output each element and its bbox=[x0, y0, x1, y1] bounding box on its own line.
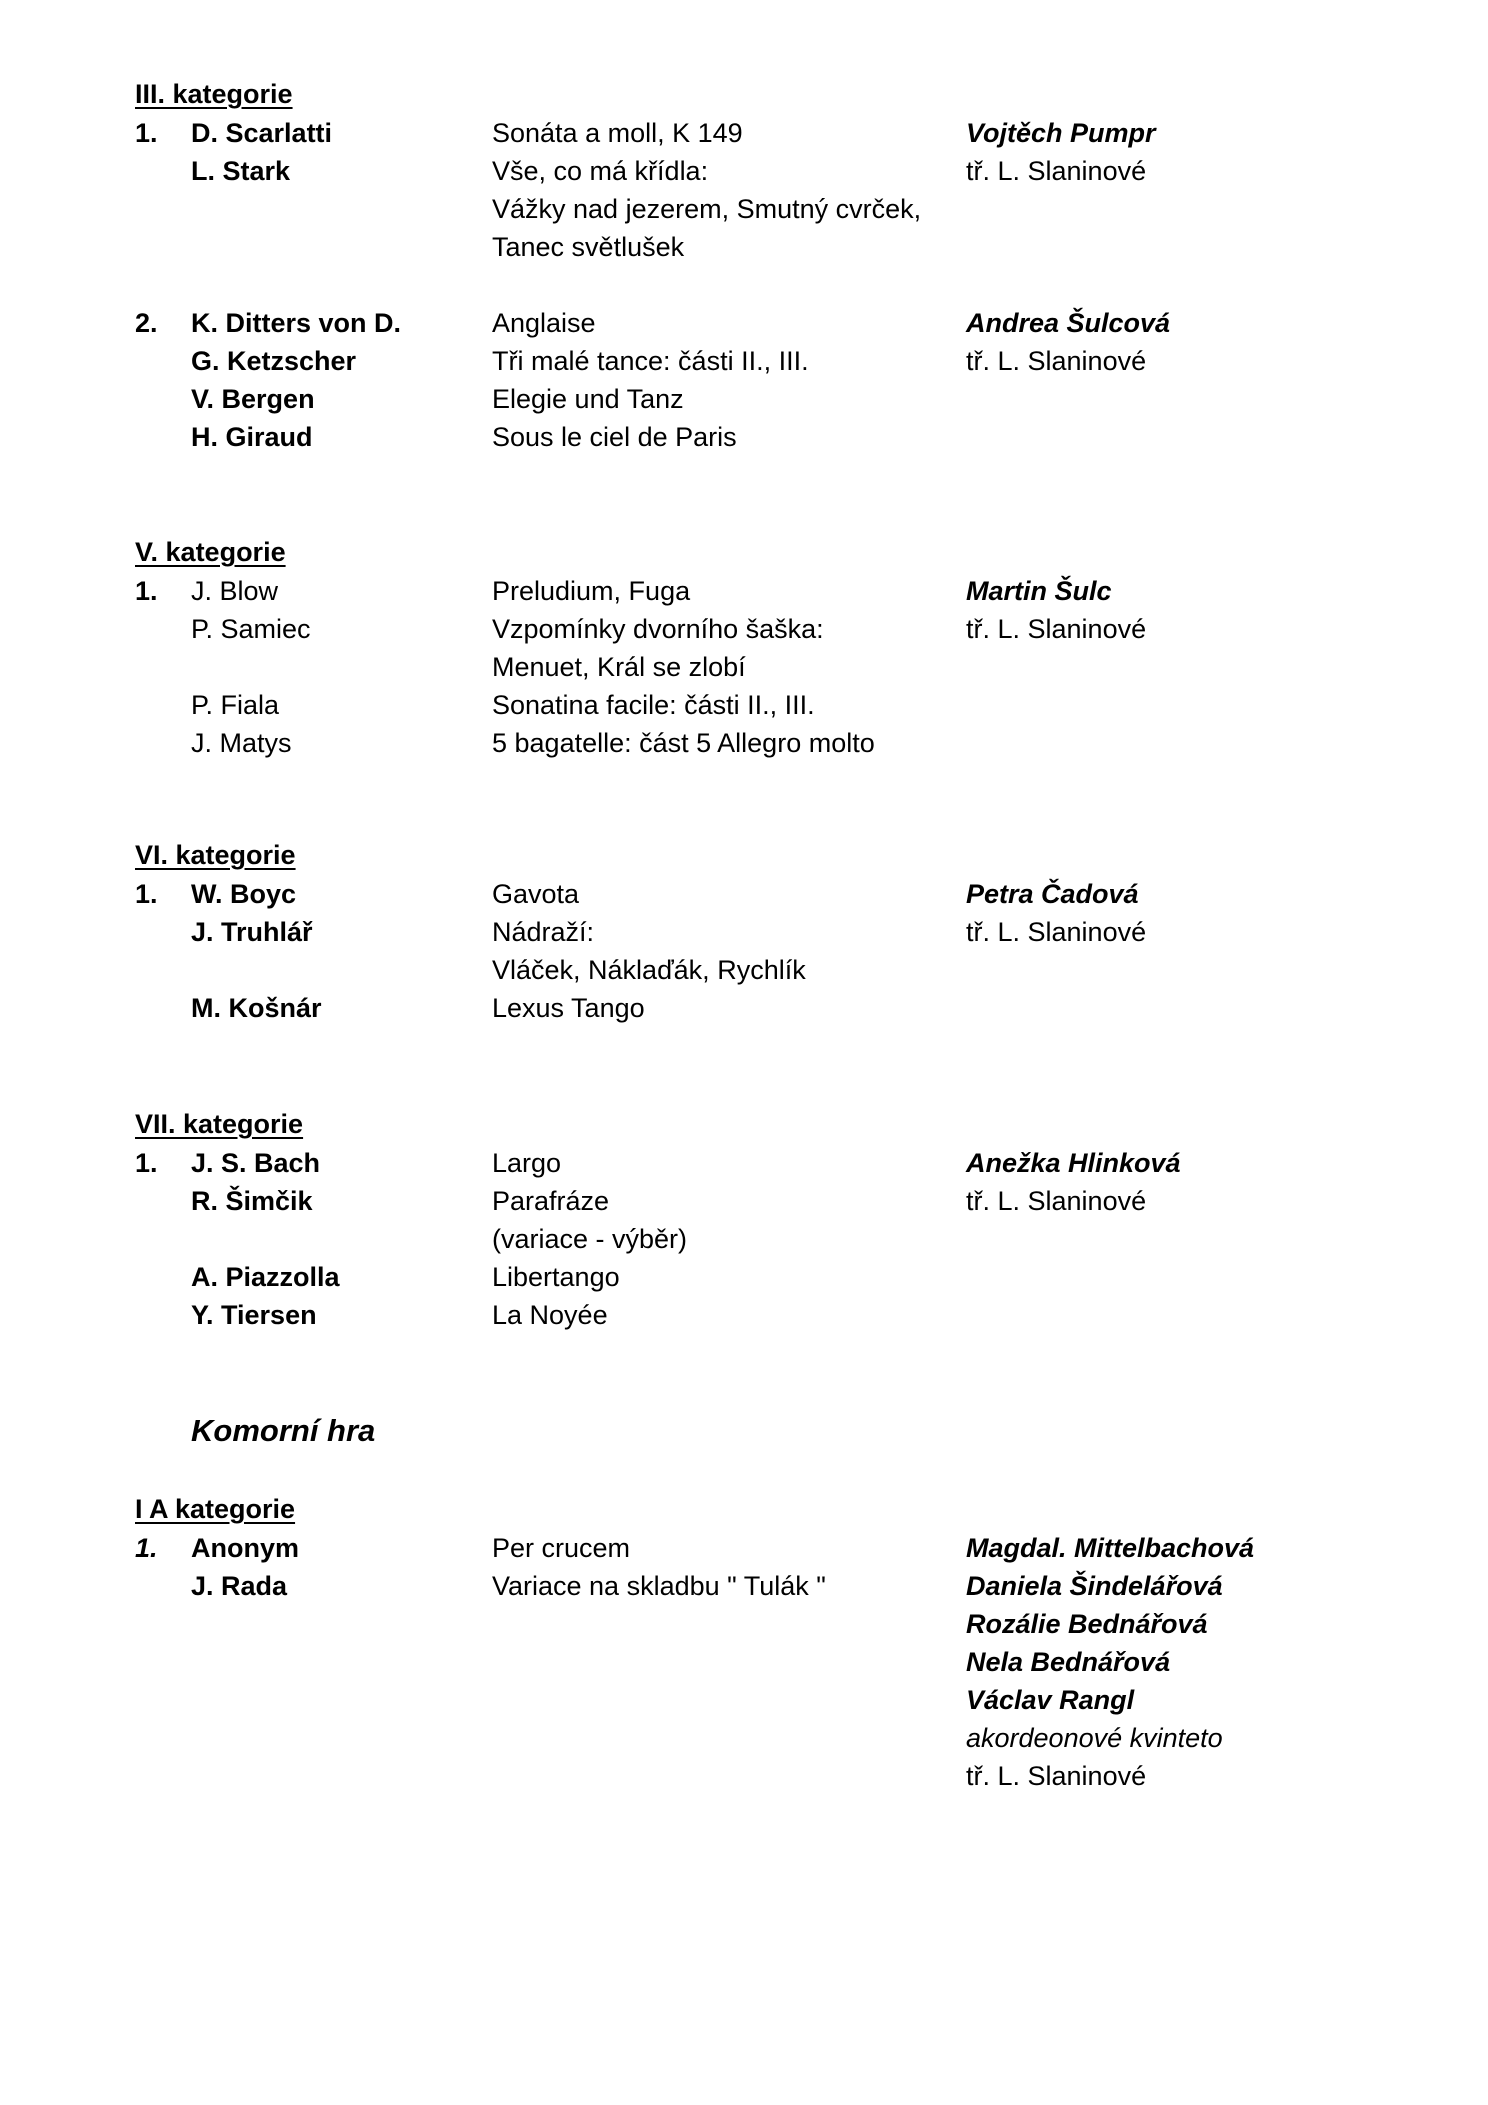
work-title: Sonatina facile: části II., III. bbox=[492, 690, 815, 720]
section-heading: Komorní hra bbox=[191, 1413, 376, 1448]
performer-name: Václav Rangl bbox=[966, 1685, 1135, 1715]
performer-name: Rozálie Bednářová bbox=[966, 1609, 1208, 1639]
composer: J. Matys bbox=[191, 728, 292, 758]
performer-name: Vojtěch Pumpr bbox=[966, 118, 1156, 148]
work-title: Sous le ciel de Paris bbox=[492, 422, 737, 452]
entry-number: 1. bbox=[135, 879, 158, 909]
work-title: Vše, co má křídla: bbox=[492, 156, 709, 186]
teacher-class: tř. L. Slaninové bbox=[966, 156, 1147, 186]
entry-number: 1. bbox=[135, 118, 158, 148]
work-title: Menuet, Král se zlobí bbox=[492, 652, 746, 682]
category-heading: V. kategorie bbox=[135, 537, 286, 567]
performer-name: Nela Bednářová bbox=[966, 1647, 1171, 1677]
work-title: Tanec světlušek bbox=[492, 232, 685, 262]
composer: P. Samiec bbox=[191, 614, 311, 644]
work-title: Anglaise bbox=[492, 308, 596, 338]
composer: M. Košnár bbox=[191, 993, 322, 1023]
work-title: La Noyée bbox=[492, 1300, 608, 1330]
composer: L. Stark bbox=[191, 156, 291, 186]
composer: H. Giraud bbox=[191, 422, 313, 452]
work-title: Parafráze bbox=[492, 1186, 610, 1216]
work-title: Vážky nad jezerem, Smutný cvrček, bbox=[492, 194, 922, 224]
entry-number: 1. bbox=[135, 576, 158, 606]
category-heading: VI. kategorie bbox=[135, 840, 296, 870]
work-title: Variace na skladbu " Tulák " bbox=[492, 1571, 826, 1601]
entry-number: 2. bbox=[135, 308, 158, 338]
composer: R. Šimčik bbox=[191, 1186, 313, 1216]
work-title: Tři malé tance: části II., III. bbox=[492, 346, 809, 376]
work-title: Nádraží: bbox=[492, 917, 595, 947]
composer: V. Bergen bbox=[191, 384, 315, 414]
work-title: 5 bagatelle: část 5 Allegro molto bbox=[492, 728, 875, 758]
performer-name: Petra Čadová bbox=[966, 879, 1139, 909]
composer: J. S. Bach bbox=[191, 1148, 321, 1178]
category-heading: I A kategorie bbox=[135, 1494, 296, 1524]
work-title: Lexus Tango bbox=[492, 993, 645, 1023]
teacher-class: tř. L. Slaninové bbox=[966, 614, 1147, 644]
work-title: Elegie und Tanz bbox=[492, 384, 684, 414]
performer-name: Anežka Hlinková bbox=[966, 1148, 1181, 1178]
performer-name: Martin Šulc bbox=[966, 576, 1112, 606]
work-title: Vláček, Náklaďák, Rychlík bbox=[492, 955, 806, 985]
composer: W. Boyc bbox=[191, 879, 297, 909]
composer: Y. Tiersen bbox=[191, 1300, 317, 1330]
work-title: Gavota bbox=[492, 879, 580, 909]
composer: Anonym bbox=[191, 1533, 299, 1563]
category-heading: VII. kategorie bbox=[135, 1109, 304, 1139]
work-title: (variace - výběr) bbox=[492, 1224, 688, 1254]
work-title: Libertango bbox=[492, 1262, 620, 1292]
work-title: Sonáta a moll, K 149 bbox=[492, 118, 743, 148]
work-title: Preludium, Fuga bbox=[492, 576, 691, 606]
performer-name: Daniela Šindelářová bbox=[966, 1571, 1223, 1601]
teacher-class: tř. L. Slaninové bbox=[966, 1761, 1147, 1791]
composer: G. Ketzscher bbox=[191, 346, 357, 376]
composer: A. Piazzolla bbox=[191, 1262, 340, 1292]
teacher-class: tř. L. Slaninové bbox=[966, 917, 1147, 947]
work-title: Per crucem bbox=[492, 1533, 631, 1563]
work-title: Vzpomínky dvorního šaška: bbox=[492, 614, 824, 644]
composer: P. Fiala bbox=[191, 690, 280, 720]
work-title: Largo bbox=[492, 1148, 562, 1178]
ensemble-type: akordeonové kvinteto bbox=[966, 1723, 1223, 1753]
entry-number: 1. bbox=[135, 1148, 158, 1178]
teacher-class: tř. L. Slaninové bbox=[966, 1186, 1147, 1216]
composer: J. Truhlář bbox=[191, 917, 313, 947]
composer: D. Scarlatti bbox=[191, 118, 333, 148]
teacher-class: tř. L. Slaninové bbox=[966, 346, 1147, 376]
composer: J. Rada bbox=[191, 1571, 288, 1601]
entry-number: 1. bbox=[135, 1533, 158, 1563]
composer: K. Ditters von D. bbox=[191, 308, 402, 338]
category-heading: III. kategorie bbox=[135, 79, 293, 109]
performer-name: Andrea Šulcová bbox=[966, 308, 1171, 338]
performer-name: Magdal. Mittelbachová bbox=[966, 1533, 1255, 1563]
composer: J. Blow bbox=[191, 576, 279, 606]
